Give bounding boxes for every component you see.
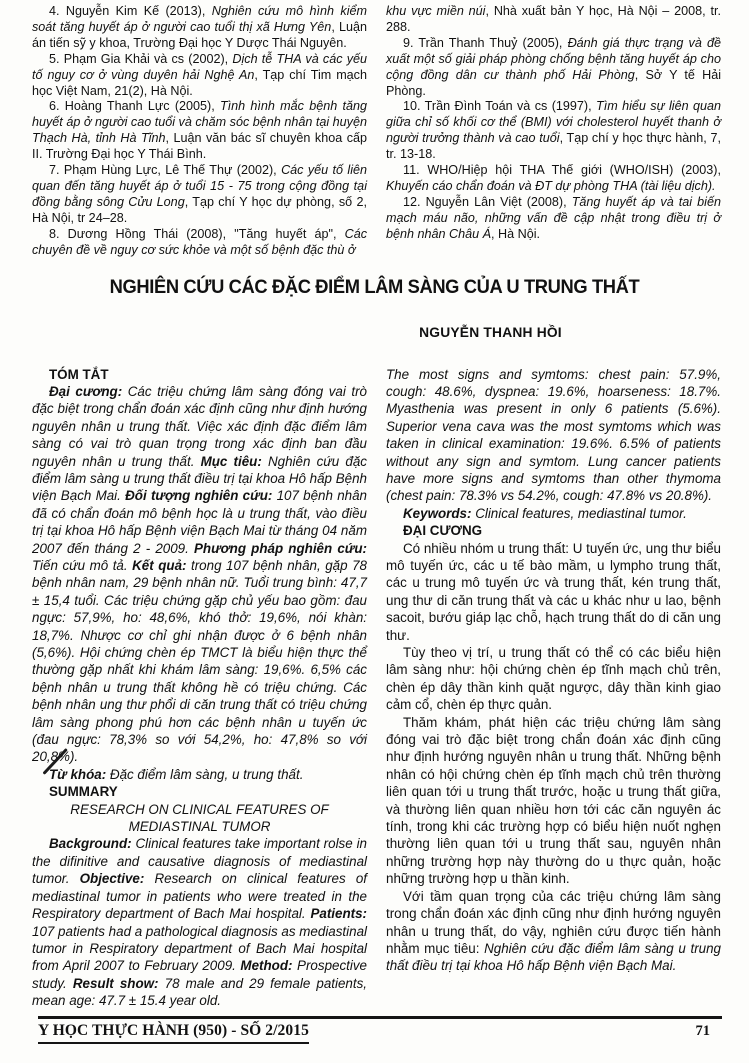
reference-item-11: 11. WHO/Hiệp hội THA Thế giới (WHO/ISH) (2003), Khuyến cáo chẩn đoán và ĐT dự phòng THA (tài liệu dịch). — [386, 163, 721, 193]
reference-item-6: 6. Hoàng Thanh Lực (2005), Tình hình mắc bệnh tăng huyết áp ở người cao tuổi và chăm sóc bệnh nhân tại huyện Thạch Hà, tỉnh Hà Tĩnh, Luận văn bác sĩ chuyên khoa cấp II. Trường Đại học Y Thái Bình. — [32, 99, 368, 162]
body-column-right — [386, 366, 721, 1010]
reference-item-8: 8. Dương Hồng Thái (2008), "Tăng huyết áp", Các chuyên đề về nguy cơ sức khỏe và một số bệnh đặc thù ở — [32, 226, 367, 257]
page-number: 71 — [695, 1023, 710, 1039]
section-heading-dai-cuong: ĐẠI CƯƠNG — [403, 523, 483, 539]
intro-paragraph-2: Tùy theo vị trí, u trung thất có thể có các biểu hiện lâm sàng như: hội chứng chèn ép tĩnh mạch chủ trên, chèn ép dây thần kinh quặt ngược, dây thần kinh giao cảm cổ, chèn ép thực quản. — [386, 645, 721, 713]
section-heading-summary: SUMMARY — [49, 784, 118, 800]
summary-title: RESEARCH ON CLINICAL FEATURES OF MEDIASTINAL TUMOR — [70, 801, 329, 835]
reference-item-12: 12. Nguyễn Lân Việt (2008), Tăng huyết áp và tai biến mạch máu não, những vấn đề cập nhật trong điều trị ở bệnh nhân Châu Á, Hà Nội. — [386, 194, 721, 241]
reference-item-9: 9. Trần Thanh Thuỷ (2005), Đánh giá thực trạng và đề xuất một số giải pháp phòng chống bệnh tăng huyết áp cho cộng đồng dân cư thành phố Hải Phòng, Sở Y tế Hải Phòng. — [386, 35, 722, 98]
article-body — [0, 366, 749, 1010]
references-column-left — [32, 4, 367, 259]
reference-item-8-continued: khu vực miền núi, Nhà xuất bản Y học, Hà Nội – 2008, tr. 288. — [386, 4, 721, 34]
abstract-english-continued: The most signs and symtoms: chest pain: 57.9%, cough: 48.6%, dyspnea: 19.6%, hoarseness: 18.7%. Myasthenia was present in only 6 patients (5.6%). Superior vena cava was the most symtoms which was taken in clinical examination: 19.6%. 6.5% of patients without any sign and symtom. Lung cancer patients have more signs and symtoms than other thymoma (chest pain: 78.3% vs 54.2%, cough: 47.8% vs 20.8%). — [386, 366, 721, 504]
page-footer — [0, 1016, 749, 1044]
article-title: NGHIÊN CỨU CÁC ĐẶC ĐIỂM LÂM SÀNG CỦA U TRUNG THẤT — [109, 275, 640, 298]
author-name: NGUYỄN THANH HỒI — [419, 324, 562, 340]
footer-rule — [38, 1016, 722, 1019]
reference-item-4: 4. Nguyễn Kim Kế (2013), Nghiên cứu mô hình kiểm soát tăng huyết áp ở người cao tuổi thị xã Hưng Yên, Luận án tiến sỹ y khoa, Trường Đại học Y Dược Thái Nguyên. — [32, 4, 367, 50]
abstract-vietnamese: Đại cương: Các triệu chứng lâm sàng đóng vai trò đặc biệt trong chẩn đoán xác định cũng như định hướng nguyên nhân u trung thất. Việc xác định đặc điểm lâm sàng có vai trò quan trọng trong xác định ban đầu nguyên nhân u trung thất. Mục tiêu: Nghiên cứu đặc điểm lâm sàng u trung thất điều trị tại khoa Hô hấp Bệnh viện Bạch Mai. Đối tượng nghiên cứu: 107 bệnh nhân đã có chẩn đoán mô bệnh học là u trung thất, vào điều trị tại khoa Hô hấp Bệnh viện Bạch Mai từ tháng 04 năm 2007 đến tháng 2 - 2009. Phương pháp nghiên cứu: Tiến cứu mô tả. Kết quả: trong 107 bệnh nhân, gặp 78 bệnh nhân nam, 29 bệnh nhân nữ. Tuổi trung bình: 47,7 ± 15,4 tuổi. Các triệu chứng gặp chủ yếu bao gồm: đau ngực: 57,9%, ho: 48,6%, khó thở: 19,6%, nói khàn: 18,7%. Nhược cơ chỉ ghi nhận được ở 6 bệnh nhân (5,6%). Hội chứng chèn ép TMCT là biểu hiện thực thể thường gặp nhất khi khám lâm sàng: 19,6%. 6,5% các bệnh nhân u trung thất không hề có triệu chứng. Các bệnh nhân ung thư phổi di căn trung thất có triệu chứng lâm sàng phong phú hơn các bệnh nhân u tuyến ức (đau ngực: 78,3% so với 54,2%, ho: 47,8% so với 20,8%). — [32, 383, 367, 765]
references-section — [0, 0, 749, 259]
intro-paragraph-1: Có nhiều nhóm u trung thất: U tuyến ức, ung thư biểu mô tuyến ức, các u tế bào mầm, u lympho trung thất, các u trung mô tuyến ức và trung thất, kén trung thất, ung thư di căn trung thất và các u khác như u lao, bệnh sacoit, bướu giáp lạc chỗ, hạch trung thất do di căn ung thư. — [386, 540, 721, 643]
reference-item-7: 7. Phạm Hùng Lực, Lê Thế Thự (2002), Các yếu tố liên quan đến tăng huyết áp ở tuổi 15 - 75 trong cộng đồng tại đồng bằng sông Cửu Long, Tạp chí Y học dự phòng, số 2, Hà Nội, tr 24–28. — [32, 163, 368, 225]
keywords-vietnamese: Từ khóa: Đặc điểm lâm sàng, u trung thất. — [49, 766, 304, 782]
reference-item-10: 10. Trần Đình Toán và cs (1997), Tìm hiểu sự liên quan giữa chỉ số khối cơ thể (BMI) với cholesterol huyết thanh ở người trưởng thành và cao tuổi, Tạp chí y học thực hành, 7, tr. 13-18. — [386, 99, 721, 162]
body-column-left — [32, 366, 367, 1010]
keywords-english: Keywords: Clinical features, mediastinal tumor. — [403, 505, 687, 521]
intro-paragraph-4: Với tầm quan trọng của các triệu chứng lâm sàng trong chẩn đoán xác định cũng như định hướng nguyên nhân u trung thất, do vậy, nghiên cứu được tiến hành nhằm mục tiêu: Nghiên cứu đặc điểm lâm sàng u trung thất điều trị tại khoa Hô hấp Bệnh viện Bạch Mai. — [386, 888, 721, 974]
journal-name: Y HỌC THỰC HÀNH (950) - SỐ 2/2015 — [38, 1022, 309, 1044]
references-column-right — [386, 4, 721, 259]
abstract-english: Background: Clinical features take important rolse in the difinitive and causative diagnosis of mediastinal tumor. Objective: Research on clinical features of mediastinal tumor in patients who were treated in the Respiratory department of Bach Mai hospital. Patients: 107 patients had a pathological diagnosis as mediastinal tumor in Respiratory department of Bach Mai hospital from April 2007 to February 2009. Method: Prospective study. Result show: 78 male and 29 female patients, mean age: 47.7 ± 15.4 year old. — [32, 836, 368, 1009]
section-heading-tom-tat: TÓM TẮT — [49, 366, 109, 382]
reference-item-5: 5. Phạm Gia Khải và cs (2002), Dịch tễ THA và các yếu tố nguy cơ ở vùng duyên hải Nghệ An, Tạp chí Tim mạch học Việt Nam, 21(2), Hà Nội. — [32, 51, 367, 98]
intro-paragraph-3: Thăm khám, phát hiện các triệu chứng lâm sàng đóng vai trò đặc biệt trong chẩn đoán xác định cũng như định hướng nguyên nhân u trung thất. Những bệnh nhân có hội chứng chèn ép tĩnh mạch chủ trên thường liên quan tới u trung thất trước, hoặc u trung thất giữa, và thường liên quan nhiều hơn tới các căn nguyên ác tính, trong khi các trường hợp có biểu hiện nuốt nghẹn thường liên quan tới u trung thất sau, nguyên nhân những trường hợp này thường do u thực quản, hoặc những trường hợp u thần kinh. — [386, 714, 721, 887]
